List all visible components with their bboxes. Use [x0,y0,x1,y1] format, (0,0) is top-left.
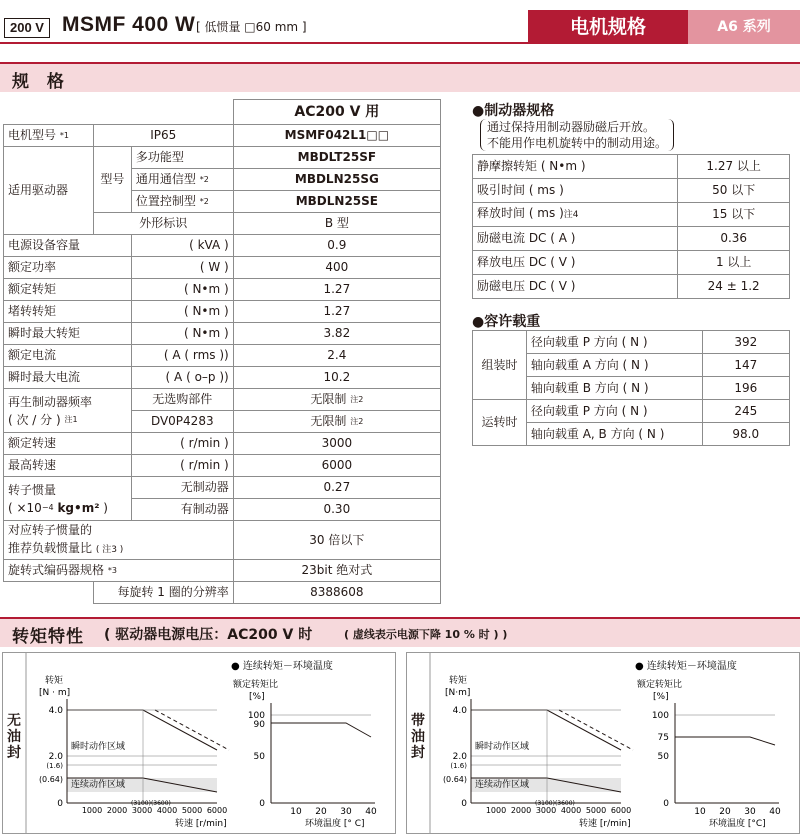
load-row-label: 轴向载重 A 方向 ( N ) [526,354,702,377]
note-mark: *1 [59,131,69,140]
row-unit: ( r/min ) [131,455,233,477]
brake-row-value: 1 以上 [678,251,790,275]
outline-value: B 型 [233,213,440,235]
y2-tick: 100 [247,711,265,721]
x-tick: 2000 [106,806,128,815]
row-label: 电源设备容量 [4,235,132,257]
resolution-value: 8388608 [233,582,440,604]
spec-section-title: 规 格 [12,72,70,92]
x-axis-label: 转速 [r/min] [579,819,631,829]
y-tick: 2.0 [48,752,63,762]
load-row-value: 98.0 [702,423,789,446]
row-label: 额定转矩 [4,279,132,301]
regen-value: 无限制 [310,414,347,428]
row-label: 额定转速 [4,433,132,455]
x-tick: 3000 [131,806,153,815]
header-rule [0,42,528,44]
y2-axis-label: 额定转矩比 [233,680,279,690]
row-label: 堵转转矩 [4,301,132,323]
y-tick: (0.64) [38,775,63,784]
y-tick: 2.0 [452,752,467,762]
load-row-label: 轴向载重 A, B 方向 ( N ) [526,423,702,446]
load-row-value: 245 [702,400,789,423]
ratio-label [4,521,234,560]
inertia-label: 转子惯量 ( $\times 10^{-4}$ kg•m² ) [4,477,132,521]
row-unit: ( kVA ) [131,235,233,257]
note-mark: *3 [107,566,117,575]
brake-note-1: 通过保持用制动器励磁后开放。 [487,120,656,134]
load-row-value: 196 [702,377,789,400]
row-value: 3000 [233,433,440,455]
zone-label: 连续动作区域 [475,780,530,790]
y2-axis-unit: [%] [249,692,265,702]
driver-name: 多功能型 [135,150,184,164]
brake-row-value: 1.27 以上 [678,155,790,179]
row-label: 额定功率 [4,257,132,279]
row-label: 瞬时最大转矩 [4,323,132,345]
x2-tick: 10 [290,807,302,817]
row-value: 2.4 [233,345,440,367]
note-mark: 注1 [64,414,78,424]
x2-tick: 20 [719,807,731,817]
row-unit: ( W ) [131,257,233,279]
brake-row-value: 50 以下 [678,179,790,203]
x-tick: 4000 [156,806,178,815]
chart-legend: ● 连续转矩－环境温度 [231,661,333,672]
brake-note-2: 不能用作电机旋转中的制动用途。 [487,136,668,150]
y2-tick: 0 [663,799,669,809]
row-label: 额定电流 [4,345,132,367]
driver-name: 通用通信型 [135,172,196,186]
temperature-derating-curve [675,737,775,745]
running-label: 运转时 [473,400,527,446]
x-tick: 1000 [81,806,103,815]
x-tick: 5000 [585,806,607,815]
y2-axis-label: 额定转矩比 [637,680,683,690]
brake-note [480,119,674,151]
x-tick: 2000 [510,806,532,815]
encoder-value: 23bit 绝对式 [233,560,440,582]
x2-tick: 40 [365,807,377,817]
note-mark: *2 [199,197,209,206]
peak-torque-curve-dashed [559,710,633,750]
chart-panel-no-seal [2,652,396,834]
driver-model: MBDLT25SF [233,147,440,169]
voltage-badge: 200 V [4,18,50,38]
torque-section-title: 转矩特性 [12,627,84,647]
note-mark: *2 [199,175,209,184]
zone-label: 瞬时动作区域 [475,742,530,752]
x-tick: 6000 [610,806,632,815]
regen-label-2: ( 次 / 分 ) [8,412,61,427]
regen-value: 无限制 [310,392,347,406]
torque-section-bar [0,617,800,647]
spec-tab: 电机规格 [528,10,688,44]
ip-rating: IP65 [93,125,233,147]
x-axis-label: 转速 [r/min] [175,819,227,829]
brake-row-value: 24 ± 1.2 [678,275,790,299]
motor-model-label: 电机型号 [8,128,57,142]
driver-model: MBDLN25SG [233,169,440,191]
brake-title: ●制动器规格 [472,103,555,119]
y2-tick: 90 [253,720,265,730]
chart-legend: ● 连续转矩－环境温度 [635,661,737,672]
panel-side-label [3,653,26,833]
page-header [0,0,800,48]
y-axis-label: 转矩 [449,676,468,686]
y-tick: (0.64) [442,775,467,784]
y2-axis-unit: [%] [653,692,669,702]
brake-row-label: 释放电压 DC ( V ) [477,255,576,269]
load-table [472,330,790,446]
x-tick: 3000 [535,806,557,815]
y-tick: 4.0 [452,706,467,716]
ratio-label-2: 推荐负载惯量比 [8,541,93,555]
regen-label [4,389,132,433]
y-tick: 0 [461,799,467,809]
load-row-value: 392 [702,331,789,354]
panel-side-label [407,653,430,833]
x2-tick: 40 [769,807,781,817]
brake-row-label: 吸引时间 ( ms ) [477,183,564,197]
y-tick: (1.6) [450,762,467,770]
load-row-label: 径向载重 P 方向 ( N ) [526,400,702,423]
row-label: 瞬时最大电流 [4,367,132,389]
torque-chart-no-seal [3,653,395,833]
note-mark: ( 注3 ) [95,545,124,555]
row-unit: ( r/min ) [131,433,233,455]
side-label-text: 带油封 [411,713,425,761]
peak-torque-curve-dashed [155,710,229,750]
regen-option: 无选购部件 [131,389,233,411]
zone-label: 瞬时动作区域 [71,742,126,752]
y-axis-unit: [N · m] [39,688,71,698]
model-subtitle: [ 低惯量 □60 mm ] [196,20,307,34]
x2-axis-label: 环境温度 [°C] [709,819,766,829]
x-mid-ticks: (3100)(3600) [535,800,575,807]
torque-section-subtitle: ( 驱动器电源电压：AC200 V 时 [104,627,313,643]
y-tick: 4.0 [48,706,63,716]
x-tick: 5000 [181,806,203,815]
brake-row-value: 0.36 [678,227,790,251]
inertia-value: 0.30 [233,499,440,521]
row-value: 1.27 [233,301,440,323]
col-header: AC200 V 用 [233,100,440,125]
row-value: 400 [233,257,440,279]
brake-row-label: 释放时间 ( ms ) [477,206,564,220]
y-axis-label: 转矩 [45,676,64,686]
load-title: ●容许载重 [472,314,541,330]
y-tick: 0 [57,799,63,809]
resolution-label: 每旋转 1 圈的分辨率 [93,582,233,604]
driver-name: 位置控制型 [135,194,196,208]
x-tick: 6000 [206,806,228,815]
row-unit: ( N•m ) [131,323,233,345]
row-value: 1.27 [233,279,440,301]
driver-label: 适用驱动器 [4,147,94,235]
regen-label-1: 再生制动器频率 [8,394,93,409]
ratio-value: 30 倍以下 [233,521,440,560]
driver-model: MBDLN25SE [233,191,440,213]
row-value: 3.82 [233,323,440,345]
inertia-option: 无制动器 [131,477,233,499]
chart-panel-with-seal [406,652,800,834]
y2-tick: 0 [259,799,265,809]
row-unit: ( A ( o–p )) [131,367,233,389]
spec-table [3,99,441,604]
note-mark: 注4 [563,210,579,220]
row-label: 最高转速 [4,455,132,477]
y-axis-unit: [N·m] [445,688,471,698]
x2-tick: 30 [744,807,756,817]
torque-chart-with-seal [407,653,799,833]
brake-row-label: 励磁电流 DC ( A ) [477,231,576,245]
load-row-value: 147 [702,354,789,377]
inertia-exponent: −4 [41,502,54,512]
brake-row-label: 静摩擦转矩 ( N•m ) [477,159,586,173]
y2-tick: 75 [657,733,669,743]
inertia-label-1: 转子惯量 [8,482,57,497]
zone-label: 连续动作区域 [71,780,126,790]
series-tab: A6 系列 [688,10,800,44]
y-tick: (1.6) [46,762,63,770]
brake-table [472,154,790,299]
y2-tick: 100 [651,711,669,721]
row-unit: ( N•m ) [131,301,233,323]
row-value: 6000 [233,455,440,477]
brake-row-label: 励磁电压 DC ( V ) [477,279,576,293]
row-unit: ( A ( rms )) [131,345,233,367]
y2-tick: 50 [657,752,669,762]
type-label: 型号 [93,147,131,213]
load-row-label: 径向载重 P 方向 ( N ) [526,331,702,354]
x2-tick: 10 [694,807,706,817]
row-unit: ( N•m ) [131,279,233,301]
row-value: 10.2 [233,367,440,389]
y2-tick: 50 [253,752,265,762]
regen-option: DV0P4283 [131,411,233,433]
x2-tick: 20 [315,807,327,817]
ratio-label-1: 对应转子惯量的 [8,523,93,537]
inertia-unit: kg•m² [57,500,100,515]
x-mid-ticks: (3100)(3600) [131,800,171,807]
brake-row-value: 15 以下 [678,203,790,227]
model-title: MSMF 400 W [62,13,196,36]
x2-axis-label: 环境温度 [° C] [305,819,365,829]
assembly-label: 组装时 [473,331,527,400]
x-tick: 1000 [485,806,507,815]
inertia-option: 有制动器 [131,499,233,521]
torque-section-subnote: ( 虚线表示电源下降 10 % 时 ) ) [344,628,508,641]
side-label-text: 无油封 [7,713,21,761]
temperature-derating-curve [271,723,371,737]
inertia-label-2: ( ×10 [8,500,42,515]
row-value: 0.9 [233,235,440,257]
note-mark: 注2 [350,417,364,426]
encoder-label: 旋转式编码器规格 [8,563,105,577]
note-mark: 注2 [350,395,364,404]
outline-label: 外形标识 [93,213,233,235]
x2-tick: 30 [340,807,352,817]
motor-model: MSMF042L1□□ [233,125,440,147]
inertia-value: 0.27 [233,477,440,499]
spec-section-bar [0,62,800,92]
load-row-label: 轴向载重 B 方向 ( N ) [526,377,702,400]
x-tick: 4000 [560,806,582,815]
